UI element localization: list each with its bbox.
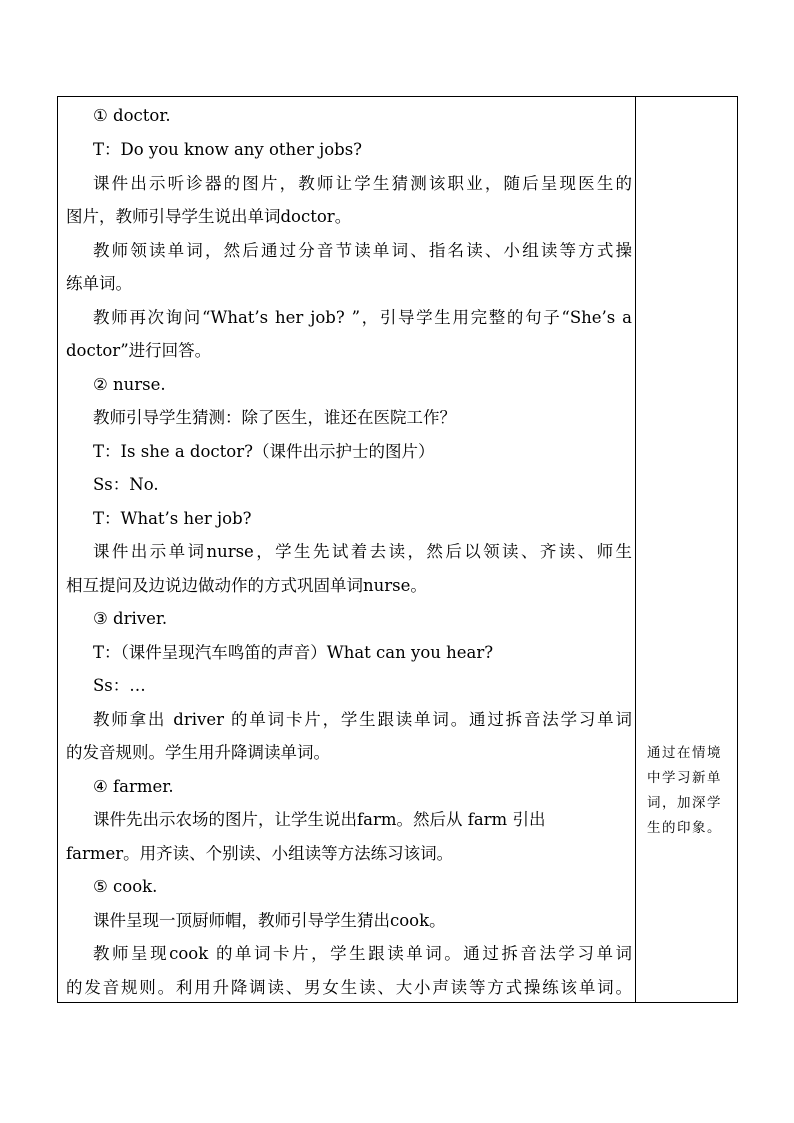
item-doctor-heading: ① doctor.: [93, 106, 171, 125]
paragraph-line: farmer。用齐读、个别读、小组读等方法练习该词。: [66, 844, 454, 863]
lesson-plan-table: [57, 96, 738, 1003]
dialogue-line: T：Do you know any other jobs?: [93, 140, 363, 159]
paragraph-line: 教师领读单词，然后通过分音节读单词、指名读、小组读等方式操: [93, 241, 632, 260]
paragraph-line: doctor”进行回答。: [66, 341, 212, 360]
paragraph-line: 课件出示听诊器的图片，教师让学生猜测该职业，随后呈现医生的: [93, 174, 632, 193]
dialogue-line: T：Is she a doctor?（课件出示护士的图片）: [93, 442, 435, 461]
note-line: 中学习新单: [647, 770, 722, 786]
paragraph-line: 课件出示单词nurse，学生先试着去读，然后以领读、齐读、师生: [93, 542, 632, 561]
item-cook-heading: ⑤ cook.: [93, 877, 158, 896]
paragraph-line: 练单词。: [66, 274, 132, 293]
note-line: 通过在情境: [647, 745, 722, 761]
paragraph-line: 教师引导学生猜测：除了医生，谁还在医院工作？: [93, 408, 456, 427]
paragraph-line: 课件呈现一顶厨师帽，教师引导学生猜出cook。: [93, 911, 446, 930]
lesson-procedure-cell: [58, 97, 636, 1002]
paragraph-line: 教师再次询问“What’s her job? ”，引导学生用完整的句子“She’s a: [93, 308, 632, 327]
design-intent-cell: [637, 97, 737, 1002]
paragraph-line: 教师呈现cook 的单词卡片，学生跟读单词。通过拆音法学习单词: [93, 944, 632, 963]
note-line: 生的印象。: [647, 820, 722, 836]
dialogue-line: Ss：No.: [93, 475, 159, 494]
item-farmer-heading: ④ farmer.: [93, 777, 174, 796]
item-nurse-heading: ② nurse.: [93, 375, 166, 394]
paragraph-line: 相互提问及边说边做动作的方式巩固单词nurse。: [66, 576, 427, 595]
paragraph-line: 课件先出示农场的图片，让学生说出farm。然后从 farm 引出: [93, 810, 546, 829]
paragraph-line: 的发音规则。学生用升降调读单词。: [66, 743, 330, 762]
note-line: 词，加深学: [647, 795, 722, 811]
dialogue-line: Ss：…: [93, 676, 146, 695]
dialogue-line: T：（课件呈现汽车鸣笛的声音）What can you hear?: [93, 643, 494, 662]
dialogue-line: T：What’s her job?: [93, 509, 252, 528]
item-driver-heading: ③ driver.: [93, 609, 168, 628]
paragraph-line: 图片，教师引导学生说出单词doctor。: [66, 207, 352, 226]
paragraph-line: 教师拿出 driver 的单词卡片，学生跟读单词。通过拆音法学习单词: [93, 710, 632, 729]
paragraph-line: 的发音规则。利用升降调读、男女生读、大小声读等方式操练该单词。: [66, 978, 632, 997]
